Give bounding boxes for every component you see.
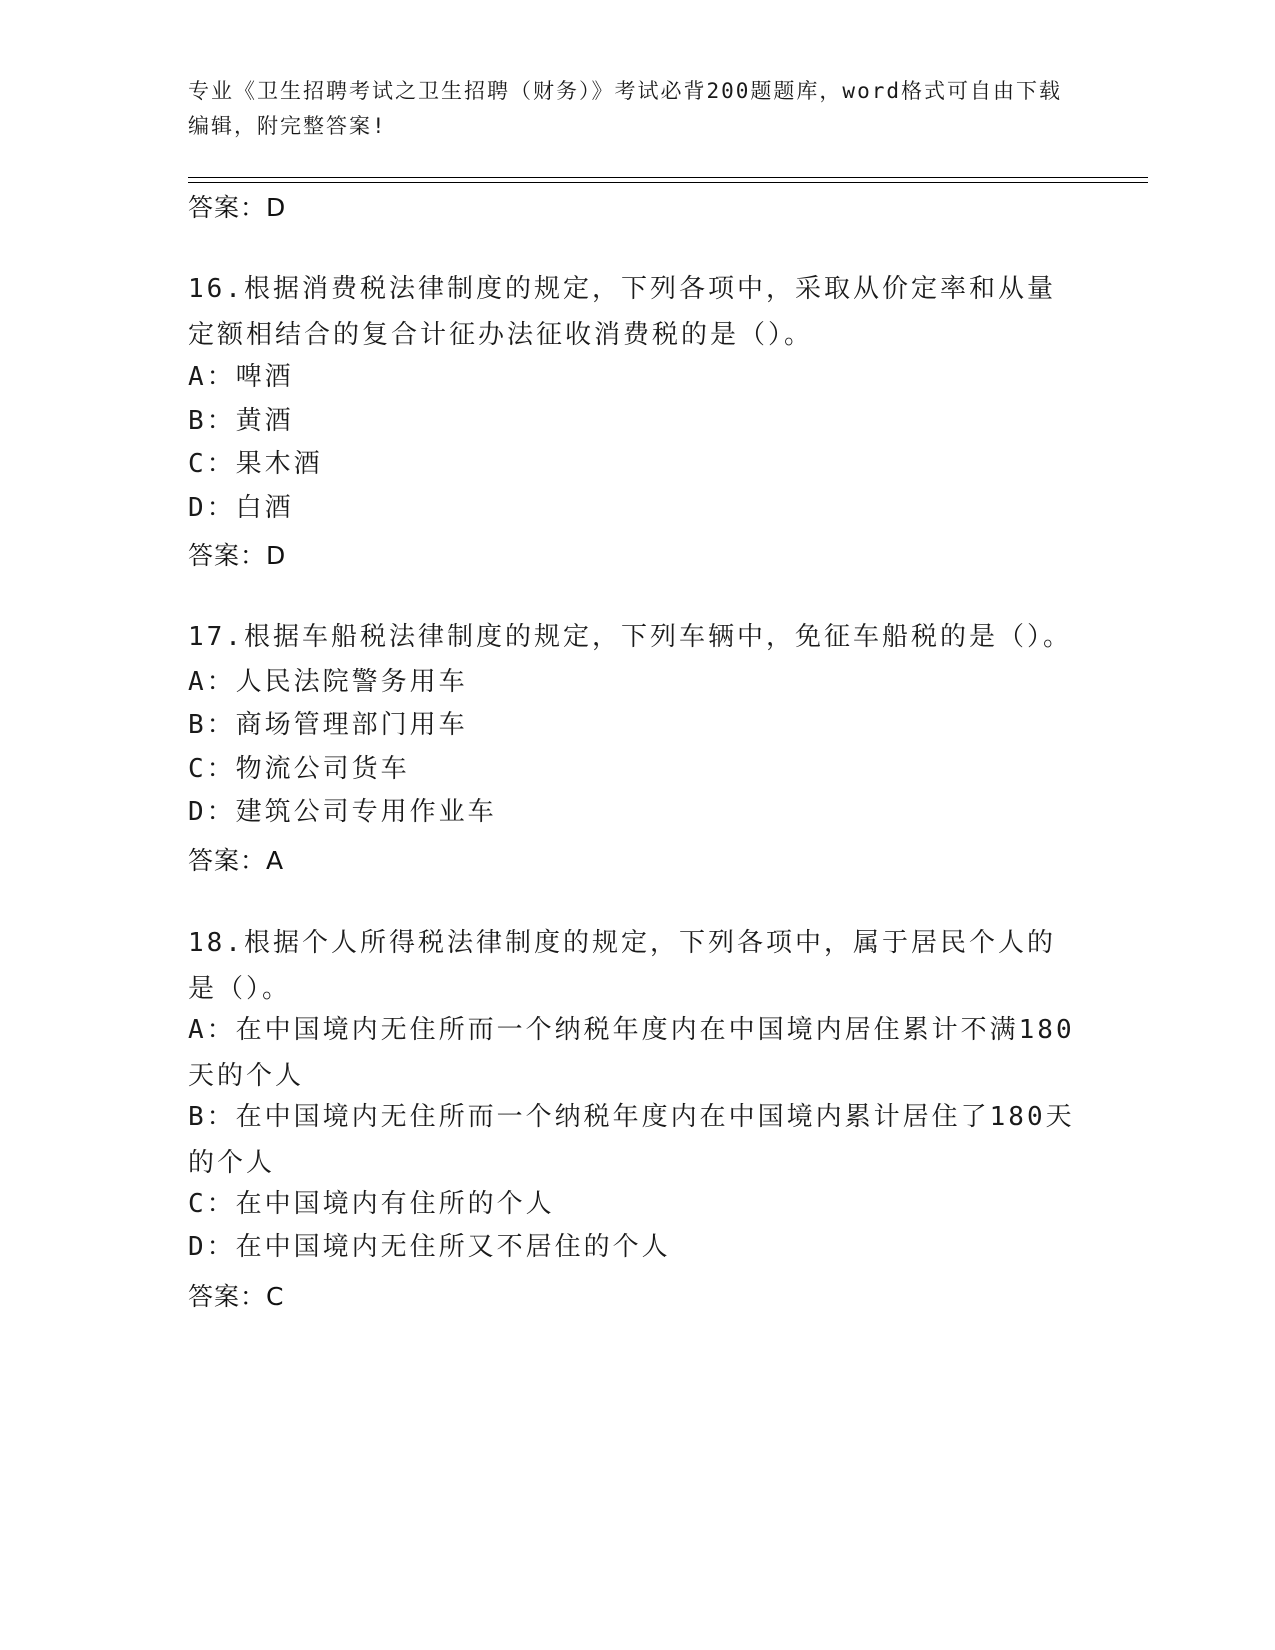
answer-line: 答案：D [188, 193, 287, 222]
question-18-option-b: B：在中国境内无住所而一个纳税年度内在中国境内累计居住了180天的个人 [188, 1102, 1075, 1178]
header-divider-bottom [188, 182, 1148, 183]
question-17-option-d: D：建筑公司专用作业车 [188, 797, 497, 827]
question-16-option-c: C：果木酒 [188, 449, 323, 479]
header-divider-top [188, 177, 1148, 178]
question-16-option-a: A：啤酒 [188, 362, 294, 392]
question-16-option-d: D：白酒 [188, 493, 294, 523]
question-18-answer: 答案：C [188, 1282, 285, 1311]
question-18-option-a: A：在中国境内无住所而一个纳税年度内在中国境内居住累计不满180天的个人 [188, 1015, 1075, 1091]
question-16-answer: 答案：D [188, 541, 287, 570]
question-17-text: 17.根据车船税法律制度的规定，下列车辆中，免征车船税的是（）。 [188, 622, 1072, 652]
question-18-option-d: D：在中国境内无住所又不居住的个人 [188, 1232, 671, 1262]
question-17-option-c: C：物流公司货车 [188, 754, 410, 784]
document-header: 专业《卫生招聘考试之卫生招聘（财务）》考试必背200题题库，word格式可自由下载编辑，附完整答案! [188, 79, 1062, 138]
question-18-option-c: C：在中国境内有住所的个人 [188, 1189, 555, 1219]
question-16-text: 16.根据消费税法律制度的规定，下列各项中，采取从价定率和从量定额相结合的复合计征办法征收消费税的是（）。 [188, 274, 1056, 350]
question-18-text: 18.根据个人所得税法律制度的规定，下列各项中，属于居民个人的是（）。 [188, 928, 1056, 1004]
question-17-option-a: A：人民法院警务用车 [188, 667, 468, 697]
question-16-option-b: B：黄酒 [188, 406, 294, 436]
question-17-option-b: B：商场管理部门用车 [188, 710, 468, 740]
question-17-answer: 答案：A [188, 846, 285, 875]
